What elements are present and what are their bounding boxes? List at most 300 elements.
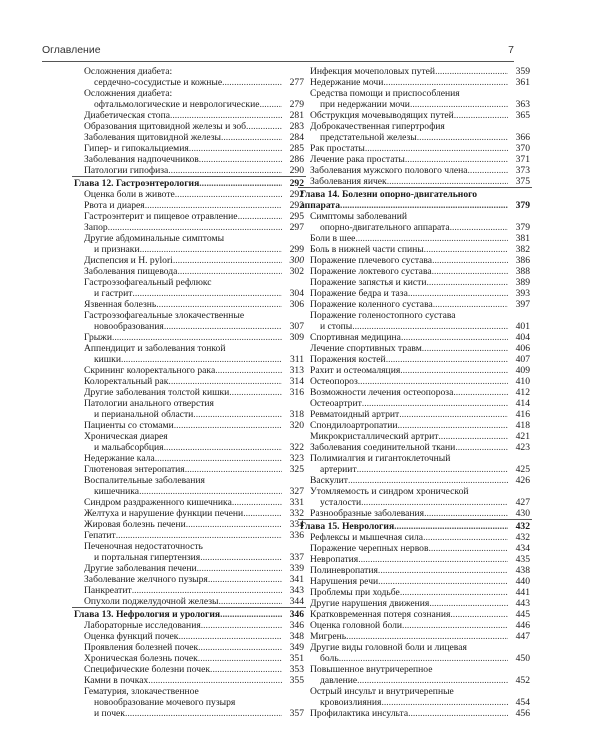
dot-leader xyxy=(189,143,282,154)
toc-entry[interactable] xyxy=(300,442,530,453)
toc-entry-line xyxy=(300,697,508,708)
toc-page-number: 302 xyxy=(289,266,304,277)
toc-entry[interactable] xyxy=(300,77,530,88)
toc-entry[interactable] xyxy=(74,620,304,631)
dot-leader xyxy=(417,132,508,143)
toc-entry-title-line: Оценка головной боли xyxy=(310,620,403,631)
toc-entry[interactable] xyxy=(74,343,304,365)
dot-leader xyxy=(423,532,508,543)
toc-entry-title-line: Хроническая диарея xyxy=(84,431,168,442)
toc-entry-line xyxy=(74,653,282,664)
toc-entry[interactable] xyxy=(300,598,530,609)
toc-entry-line xyxy=(74,222,282,233)
toc-entry-line xyxy=(74,409,282,420)
dot-leader xyxy=(173,255,282,266)
toc-entry-line xyxy=(74,288,282,299)
toc-entry[interactable] xyxy=(300,609,530,620)
toc-entry[interactable] xyxy=(74,686,304,719)
toc-entry[interactable] xyxy=(74,508,304,519)
toc-entry-title-line: Разнообразные заболевания xyxy=(310,508,425,519)
toc-entry[interactable] xyxy=(74,211,304,222)
chapter-rule xyxy=(72,176,306,177)
dot-leader xyxy=(355,233,508,244)
toc-entry-title-line: предстательной железы xyxy=(320,132,417,143)
toc-entry[interactable] xyxy=(300,288,530,299)
toc-entry-title-line: сердечно-сосудистые и кожные xyxy=(94,77,223,88)
toc-page-number: 279 xyxy=(289,99,304,110)
toc-entry[interactable] xyxy=(74,596,304,607)
toc-entry-title-line: Диабетическая стопа xyxy=(84,110,170,121)
toc-entry-title-line: Оценка боли в животе xyxy=(84,189,175,200)
toc-entry-title-line: Панкреатит xyxy=(84,585,132,596)
toc-entry[interactable] xyxy=(300,409,530,420)
dot-leader xyxy=(454,110,508,121)
toc-entry[interactable] xyxy=(74,233,304,255)
toc-entry-line xyxy=(300,332,508,343)
toc-chapter-heading[interactable] xyxy=(74,609,304,620)
toc-entry[interactable] xyxy=(74,365,304,376)
toc-entry[interactable] xyxy=(300,508,530,519)
toc-entry[interactable] xyxy=(74,110,304,121)
toc-page-number: 286 xyxy=(289,154,304,165)
toc-entry-line xyxy=(74,596,282,607)
toc-entry[interactable] xyxy=(74,642,304,653)
toc-entry[interactable] xyxy=(300,255,530,266)
toc-entry[interactable] xyxy=(300,110,530,121)
dot-leader xyxy=(422,343,508,354)
toc-entry-title-line: Ревматоидный артрит xyxy=(310,409,400,420)
toc-page-number: 334 xyxy=(289,519,304,530)
toc-entry[interactable] xyxy=(74,541,304,563)
toc-entry[interactable] xyxy=(300,154,530,165)
toc-entry-title-line: боль xyxy=(320,653,339,664)
toc-entry[interactable] xyxy=(300,453,530,475)
toc-page-number: 397 xyxy=(515,299,530,310)
toc-entry-line xyxy=(74,143,282,154)
toc-entry[interactable] xyxy=(74,200,304,211)
toc-entry-line xyxy=(300,508,508,519)
toc-page-number: 337 xyxy=(289,552,304,563)
toc-entry-line xyxy=(300,521,508,532)
toc-entry-title-line: Осложнения диабета: xyxy=(84,88,173,99)
toc-entry-title-line: Поражения костей xyxy=(310,354,386,365)
toc-entry-line xyxy=(300,365,508,376)
toc-entry[interactable] xyxy=(300,233,530,244)
toc-entry[interactable] xyxy=(74,121,304,132)
dot-leader xyxy=(148,675,282,686)
toc-entry-line xyxy=(300,154,508,165)
dot-leader xyxy=(352,321,508,332)
toc-entry-line xyxy=(74,321,282,332)
dot-leader xyxy=(410,99,508,110)
toc-entry[interactable] xyxy=(300,244,530,255)
toc-entry[interactable] xyxy=(300,277,530,288)
toc-entry[interactable] xyxy=(74,475,304,497)
toc-entry-line xyxy=(74,609,282,620)
dot-leader xyxy=(383,77,508,88)
toc-page-number: 406 xyxy=(515,343,530,354)
toc-entry[interactable] xyxy=(300,266,530,277)
toc-entry[interactable] xyxy=(74,519,304,530)
toc-entry-title-line: артериит xyxy=(320,464,357,475)
toc-entry-title-line: Проявления болезней почек xyxy=(84,642,199,653)
toc-entry-line xyxy=(300,653,508,664)
toc-entry-title-line: Лабораторные исследования xyxy=(84,620,201,631)
dot-leader xyxy=(365,143,508,154)
dot-leader xyxy=(346,631,508,642)
dot-leader xyxy=(197,563,282,574)
toc-entry-line xyxy=(74,442,282,453)
dot-leader xyxy=(450,609,508,620)
toc-entry-line xyxy=(74,332,282,343)
dot-leader xyxy=(229,387,282,398)
toc-entry-line xyxy=(300,420,508,431)
dot-leader xyxy=(177,266,282,277)
toc-entry[interactable] xyxy=(300,66,530,77)
toc-entry-title-line: Инфекция мочеполовых путей xyxy=(310,66,436,77)
toc-entry-title-line: Язвенная болезнь xyxy=(84,299,157,310)
toc-entry[interactable] xyxy=(74,453,304,464)
toc-entry-title-line: Опухоли поджелудочной железы xyxy=(84,596,219,607)
toc-entry-line xyxy=(300,321,508,332)
toc-entry[interactable] xyxy=(300,332,530,343)
dot-leader xyxy=(408,288,508,299)
toc-page-number: 309 xyxy=(289,332,304,343)
toc-page-number: 382 xyxy=(515,244,530,255)
toc-entry-line xyxy=(300,532,508,543)
dot-leader xyxy=(400,365,508,376)
toc-entry[interactable] xyxy=(300,565,530,576)
toc-entry[interactable] xyxy=(74,376,304,387)
toc-entry-line xyxy=(300,244,508,255)
toc-entry-title-line: и портальная гипертензия xyxy=(94,552,201,563)
toc-entry-line xyxy=(74,244,282,255)
toc-entry[interactable] xyxy=(300,631,530,642)
toc-entry[interactable] xyxy=(74,132,304,143)
toc-entry[interactable] xyxy=(300,420,530,431)
dot-leader xyxy=(201,620,282,631)
toc-entry[interactable] xyxy=(74,530,304,541)
toc-page-number: 341 xyxy=(289,574,304,585)
toc-chapter-heading[interactable] xyxy=(300,189,530,211)
toc-entry[interactable] xyxy=(300,176,530,187)
toc-entry-line xyxy=(300,110,508,121)
toc-page-number: 430 xyxy=(515,508,530,519)
toc-entry-line xyxy=(74,299,282,310)
toc-right-column xyxy=(300,66,530,719)
toc-page-number: 322 xyxy=(289,442,304,453)
toc-entry[interactable] xyxy=(74,675,304,686)
toc-entry[interactable] xyxy=(300,121,530,143)
toc-page-number: 410 xyxy=(515,376,530,387)
toc-entry-title-line: Лечение спортивных травм xyxy=(310,343,422,354)
toc-entry[interactable] xyxy=(74,585,304,596)
toc-page-number: 388 xyxy=(515,266,530,277)
toc-entry[interactable] xyxy=(300,576,530,587)
toc-entry[interactable] xyxy=(300,686,530,708)
toc-entry[interactable] xyxy=(300,88,530,110)
toc-entry[interactable] xyxy=(74,387,304,398)
toc-entry[interactable] xyxy=(300,708,530,719)
toc-entry-line xyxy=(300,587,508,598)
toc-entry-line xyxy=(74,552,282,563)
toc-page-number: 336 xyxy=(289,530,304,541)
toc-entry-line xyxy=(74,664,282,675)
toc-chapter-heading[interactable] xyxy=(74,178,304,189)
toc-page-number: 355 xyxy=(289,675,304,686)
toc-entry[interactable] xyxy=(300,376,530,387)
toc-entry-title-line: Пациенты со стомами xyxy=(84,420,174,431)
toc-entry-line xyxy=(74,574,282,585)
toc-entry-line xyxy=(300,299,508,310)
toc-entry-line xyxy=(300,165,508,176)
toc-entry[interactable] xyxy=(74,310,304,332)
toc-entry[interactable] xyxy=(300,642,530,664)
toc-page-number: 425 xyxy=(515,464,530,475)
toc-entry[interactable] xyxy=(300,354,530,365)
chapter-rule xyxy=(298,187,532,188)
dot-leader xyxy=(358,376,508,387)
toc-entry-title-line: и гастрит xyxy=(94,288,133,299)
dot-leader xyxy=(218,596,282,607)
toc-page-number: 331 xyxy=(289,497,304,508)
toc-entry-line xyxy=(300,176,508,187)
toc-page-number: 386 xyxy=(515,255,530,266)
toc-entry-title-line: опорно-двигательного аппарата xyxy=(320,222,450,233)
toc-entry[interactable] xyxy=(300,543,530,554)
toc-entry-title-line: Васкулит xyxy=(310,475,348,486)
toc-chapter-heading[interactable] xyxy=(300,521,530,532)
toc-entry-line xyxy=(74,585,282,596)
toc-entry[interactable] xyxy=(74,431,304,453)
toc-entry[interactable] xyxy=(300,587,530,598)
toc-entry-title-line: Поражение запястья и кисти xyxy=(310,277,427,288)
toc-entry[interactable] xyxy=(74,653,304,664)
toc-entry-title-line: и перианальной области xyxy=(94,409,194,420)
toc-page-number: 318 xyxy=(289,409,304,420)
toc-entry-line xyxy=(300,464,508,475)
toc-entry[interactable] xyxy=(74,574,304,585)
toc-entry-title-line: кишки xyxy=(94,354,121,365)
toc-entry[interactable] xyxy=(300,475,530,486)
dot-leader xyxy=(387,176,508,187)
toc-entry[interactable] xyxy=(300,398,530,409)
toc-entry-line xyxy=(300,354,508,365)
toc-entry-title-line: Камни в почках xyxy=(84,675,149,686)
toc-page-number: 412 xyxy=(515,387,530,398)
toc-page-number: 292 xyxy=(289,178,304,189)
toc-entry-title-line: Диспепсия и H. pylori xyxy=(84,255,173,266)
toc-entry[interactable] xyxy=(74,266,304,277)
toc-entry[interactable] xyxy=(74,332,304,343)
toc-entry-line xyxy=(74,497,282,508)
toc-entry-line xyxy=(300,99,508,110)
toc-page-number: 297 xyxy=(289,222,304,233)
toc-entry[interactable] xyxy=(74,189,304,200)
toc-entry-title-line: аппарата xyxy=(300,200,341,211)
toc-entry-title-line: Рахит и остеомаляция xyxy=(310,365,401,376)
toc-page-number: 407 xyxy=(515,354,530,365)
toc-page-number: 427 xyxy=(515,497,530,508)
toc-entry-line xyxy=(74,354,282,365)
toc-page-number: 440 xyxy=(515,576,530,587)
toc-entry-title-line: Мигрень xyxy=(310,631,347,642)
toc-entry-title-line: Специфические болезни почек xyxy=(84,664,211,675)
header-divider xyxy=(42,61,514,62)
dot-leader xyxy=(164,442,282,453)
toc-entry-title-line: Профилактика инсульта xyxy=(310,708,409,719)
toc-entry-title-line: Другие виды головной боли и лицевая xyxy=(310,642,467,653)
dot-leader xyxy=(453,387,508,398)
toc-entry-title-line: Рак простаты xyxy=(310,143,365,154)
toc-page-number: 339 xyxy=(289,563,304,574)
toc-entry-title-line: Обструкция мочевыводящих путей xyxy=(310,110,454,121)
toc-entry-title-line: Гастроэзофагеальные злокачественные xyxy=(84,310,245,321)
toc-entry-title-line: Колоректальный рак xyxy=(84,376,169,387)
toc-page-number: 281 xyxy=(289,110,304,121)
running-head xyxy=(42,44,514,58)
dot-leader xyxy=(399,409,508,420)
toc-left-column xyxy=(74,66,304,719)
toc-entry[interactable] xyxy=(300,664,530,686)
toc-page-number: 366 xyxy=(515,132,530,143)
toc-page-number: 325 xyxy=(289,464,304,475)
toc-entry-line xyxy=(74,99,282,110)
toc-entry[interactable] xyxy=(74,398,304,420)
toc-entry[interactable] xyxy=(300,486,530,508)
toc-entry-title-line: Остеоартрит xyxy=(310,398,362,409)
dot-leader xyxy=(378,565,508,576)
dot-leader xyxy=(199,154,282,165)
toc-page-number: 371 xyxy=(515,154,530,165)
toc-entry[interactable] xyxy=(74,420,304,431)
toc-entry-title-line: Остеопороз xyxy=(310,376,358,387)
toc-entry-title-line: Заболевание желчного пузыря xyxy=(84,574,208,585)
toc-entry-title-line: Доброкачественная гипертрофия xyxy=(310,121,445,132)
toc-entry-line xyxy=(300,277,508,288)
toc-page-number: 323 xyxy=(289,453,304,464)
toc-entry-title-line: Заболевания щитовидной железы xyxy=(84,132,221,143)
running-head-title: Оглавление xyxy=(42,44,101,56)
toc-entry-title-line: Осложнения диабета: xyxy=(84,66,173,77)
toc-page-number: 441 xyxy=(515,587,530,598)
toc-entry[interactable] xyxy=(74,631,304,642)
toc-entry[interactable] xyxy=(300,431,530,442)
toc-entry[interactable] xyxy=(74,464,304,475)
toc-page-number: 409 xyxy=(515,365,530,376)
toc-entry-title-line: кровоизлияния xyxy=(320,697,382,708)
toc-entry[interactable] xyxy=(300,299,530,310)
toc-page-number: 438 xyxy=(515,565,530,576)
toc-entry-title-line: Глава 12. Гастроэнтерология xyxy=(74,178,200,189)
toc-entry[interactable] xyxy=(74,664,304,675)
dot-leader xyxy=(116,530,282,541)
toc-entry[interactable] xyxy=(74,497,304,508)
toc-page-number: 304 xyxy=(289,288,304,299)
toc-entry-title-line: Спортивная медицина xyxy=(310,332,401,343)
toc-page-number: 446 xyxy=(515,620,530,631)
toc-entry-line xyxy=(300,609,508,620)
dot-leader xyxy=(408,708,508,719)
toc-entry-line xyxy=(300,543,508,554)
dot-leader xyxy=(164,321,282,332)
toc-entry[interactable] xyxy=(74,88,304,110)
toc-page-number: 404 xyxy=(515,332,530,343)
dot-leader xyxy=(468,165,508,176)
dot-leader xyxy=(381,697,508,708)
toc-page-number: 443 xyxy=(515,598,530,609)
toc-entry-line xyxy=(74,453,282,464)
toc-entry[interactable] xyxy=(300,310,530,332)
toc-entry-title-line: давление xyxy=(320,675,358,686)
toc-entry-title-line: Недержание кала xyxy=(84,453,155,464)
toc-entry[interactable] xyxy=(300,143,530,154)
toc-entry[interactable] xyxy=(300,365,530,376)
toc-entry-title-line: Жировая болезнь печени xyxy=(84,519,186,530)
toc-entry-title-line: Гастроэнтерит и пищевое отравление xyxy=(84,211,238,222)
toc-entry-title-line: новообразования xyxy=(94,321,164,332)
toc-entry-title-line: Симптомы заболеваний xyxy=(310,211,408,222)
dot-leader xyxy=(193,409,282,420)
toc-entry[interactable] xyxy=(74,255,304,266)
dot-leader xyxy=(185,464,282,475)
dot-leader xyxy=(108,222,282,233)
toc-page-number: 450 xyxy=(515,653,530,664)
toc-entry[interactable] xyxy=(300,343,530,354)
toc-entry[interactable] xyxy=(300,620,530,631)
toc-entry[interactable] xyxy=(74,299,304,310)
toc-entry-line xyxy=(300,497,508,508)
toc-entry[interactable] xyxy=(300,165,530,176)
toc-entry-line xyxy=(74,519,282,530)
dot-leader xyxy=(220,609,282,620)
dot-leader xyxy=(259,99,282,110)
dot-leader xyxy=(175,189,282,200)
toc-entry-line xyxy=(74,642,282,653)
toc-entry-line xyxy=(74,420,282,431)
toc-entry[interactable] xyxy=(74,143,304,154)
dot-leader xyxy=(200,552,282,563)
toc-entry-line xyxy=(74,200,282,211)
toc-entry-line xyxy=(300,442,508,453)
toc-entry-title-line: и стопы xyxy=(320,321,353,332)
toc-entry[interactable] xyxy=(74,154,304,165)
toc-entry[interactable] xyxy=(300,554,530,565)
dot-leader xyxy=(174,420,282,431)
toc-entry[interactable] xyxy=(74,165,304,176)
toc-entry[interactable] xyxy=(74,277,304,299)
toc-page-number: 292 xyxy=(289,200,304,211)
toc-entry-line xyxy=(74,255,282,266)
toc-entry-line xyxy=(300,233,508,244)
toc-entry[interactable] xyxy=(74,66,304,88)
toc-page-number: 285 xyxy=(289,143,304,154)
dot-leader xyxy=(424,508,508,519)
toc-entry[interactable] xyxy=(300,211,530,233)
toc-entry[interactable] xyxy=(300,387,530,398)
toc-entry[interactable] xyxy=(74,563,304,574)
toc-page-number: 283 xyxy=(289,121,304,132)
toc-entry-title-line: Хроническая болезнь почек xyxy=(84,653,198,664)
toc-page-number: 445 xyxy=(515,609,530,620)
toc-entry[interactable] xyxy=(300,532,530,543)
toc-page-number: 389 xyxy=(515,277,530,288)
toc-entry-title-line: и почек xyxy=(94,708,125,719)
toc-entry-title-line: Глютеновая энтеропатия xyxy=(84,464,185,475)
toc-page-number: 306 xyxy=(289,299,304,310)
toc-entry[interactable] xyxy=(74,222,304,233)
toc-entry-title-line: Поражение бедра и таза xyxy=(310,288,408,299)
